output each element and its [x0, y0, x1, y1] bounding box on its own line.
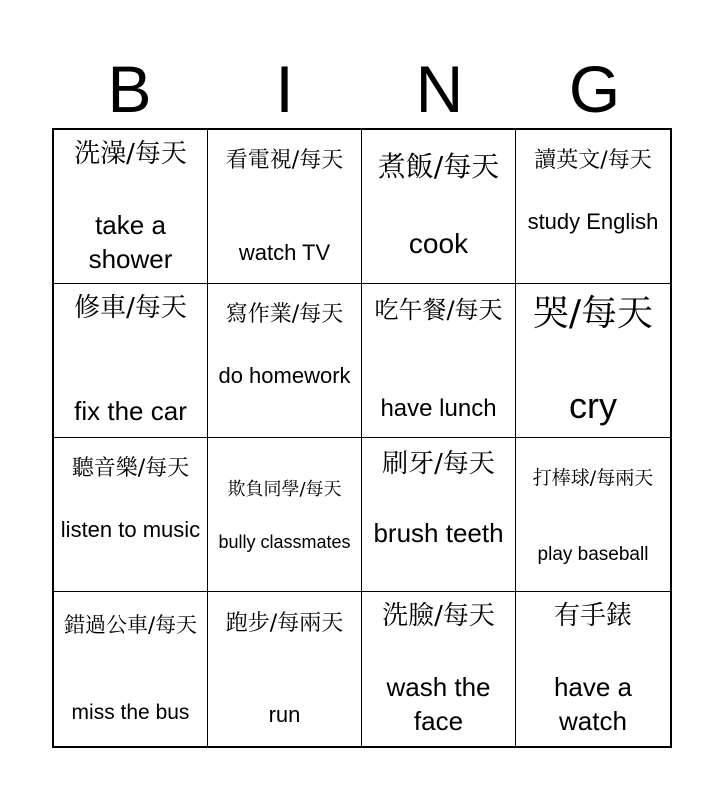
cell-english-text: wash the face [386, 672, 491, 736]
bingo-header [52, 52, 672, 126]
bingo-cell[interactable] [208, 592, 362, 746]
cell-chinese-text: 聽音樂/每天 [71, 456, 190, 481]
bingo-cell[interactable] [54, 592, 208, 746]
bingo-cell[interactable] [362, 284, 516, 438]
cell-chinese-text: 洗澡/每天 [74, 139, 187, 169]
cell-chinese-text: 讀英文/每天 [534, 148, 652, 173]
cell-english-text: take a shower [88, 210, 173, 274]
cell-chinese-text: 錯過公車/每天 [63, 613, 198, 637]
cell-chinese-text: 看電視/每天 [225, 148, 344, 173]
cell-english-text: brush teeth [373, 518, 504, 548]
bingo-grid [52, 128, 672, 748]
header-letter-n: N [415, 52, 464, 126]
bingo-cell[interactable] [362, 130, 516, 284]
cell-english-text: fix the car [74, 396, 187, 426]
bingo-cell[interactable] [362, 592, 516, 746]
cell-english-text: play baseball [537, 544, 649, 565]
cell-chinese-text: 煮飯/每天 [377, 150, 500, 183]
cell-english-text: watch TV [238, 240, 331, 265]
header-letter-g: G [568, 52, 621, 126]
cell-english-text: listen to music [60, 517, 201, 542]
cell-chinese-text: 跑步/每兩天 [225, 611, 344, 636]
cell-chinese-text: 哭/每天 [532, 293, 654, 334]
bingo-cell[interactable] [54, 130, 208, 284]
cell-chinese-text: 修車/每天 [74, 293, 187, 323]
bingo-cell[interactable] [362, 438, 516, 592]
bingo-cell[interactable] [208, 438, 362, 592]
cell-english-text: cry [569, 385, 617, 426]
cell-chinese-text: 洗臉/每天 [382, 601, 495, 631]
bingo-cell[interactable] [54, 284, 208, 438]
cell-chinese-text: 欺負同學/每天 [227, 479, 342, 500]
cell-english-text: run [268, 702, 301, 727]
bingo-cell[interactable] [208, 284, 362, 438]
bingo-cell[interactable] [516, 284, 670, 438]
cell-english-text: have lunch [380, 395, 497, 422]
cell-chinese-text: 有手錶 [553, 601, 632, 631]
header-letter-b: B [107, 52, 152, 126]
bingo-cell[interactable] [516, 592, 670, 746]
cell-english-text: cook [408, 228, 469, 259]
cell-english-text: study English [527, 209, 659, 234]
cell-english-text: do homework [218, 363, 351, 388]
bingo-cell[interactable] [516, 438, 670, 592]
cell-chinese-text: 寫作業/每天 [225, 302, 344, 327]
cell-chinese-text: 吃午餐/每天 [374, 296, 503, 324]
cell-english-text: miss the bus [71, 701, 190, 724]
header-letter-i: I [275, 52, 294, 126]
cell-english-text: bully classmates [218, 532, 351, 552]
bingo-cell[interactable] [54, 438, 208, 592]
bingo-cell[interactable] [208, 130, 362, 284]
cell-chinese-text: 打棒球/每兩天 [532, 467, 654, 489]
bingo-cell[interactable] [516, 130, 670, 284]
cell-english-text: have a watch [553, 672, 633, 736]
cell-chinese-text: 刷牙/每天 [382, 449, 495, 479]
